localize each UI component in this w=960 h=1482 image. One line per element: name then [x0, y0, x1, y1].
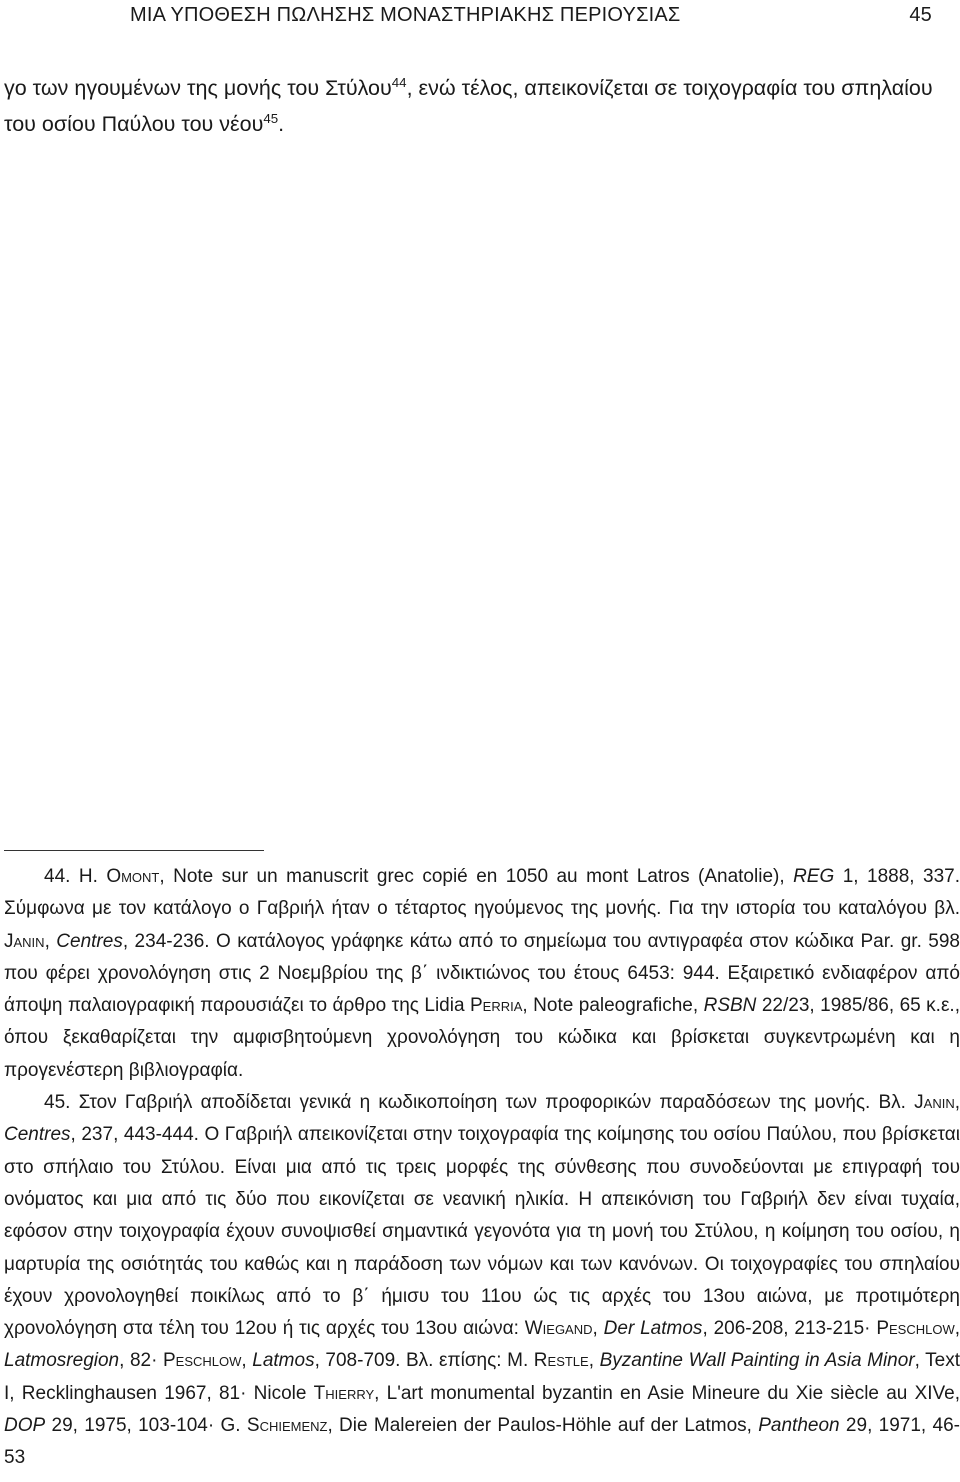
fn45-author: Peschlow	[876, 1318, 955, 1340]
fn45-text: , L'art monumental byzantin en Asie Mineure du Xie siècle au XIVe,	[374, 1382, 960, 1404]
running-title: ΜΙΑ ΥΠΟΘΕΣΗ ΠΩΛΗΣΗΣ ΜΟΝΑΣΤΗΡΙΑΚΗΣ ΠΕΡΙΟΥΣΙΑΣ	[130, 4, 681, 26]
fn44-text: 1, 1888, 337. Σύμφωνα με τον κατάλογο ο Γαβριήλ ήταν ο τέταρτος ηγούμενος της μονής. Για την ιστορία του καταλόγου βλ.	[4, 866, 960, 920]
fn45-title: Latmos	[252, 1350, 315, 1372]
fn45-text: ,	[588, 1350, 600, 1372]
fn45-text: 29, 1971, 46-53	[4, 1415, 960, 1469]
footnote-separator	[4, 850, 264, 851]
fn44-journal: RSBN	[703, 995, 757, 1017]
running-header	[130, 4, 932, 27]
fn45-text: , 708-709. Βλ. επίσης: M.	[314, 1350, 534, 1372]
fn44-text: , 234-236. Ο κατάλογος γράφηκε κάτω από το σημείωμα του αντιγραφέα στον κώδικα Par. gr. 598 που φέρει χρονολόγηση στις 2 Νοεμβρίου της β΄ ινδικτιώνος του έτους 6453: 944. Εξαιρετικό ενδιαφέρον από άποψη παλαιογραφική παρουσιάζει το άρθρο της Lidia	[4, 930, 960, 1017]
fn45-text: 29, 1975, 103-104· G.	[45, 1415, 247, 1437]
fn45-text: ,	[954, 1318, 960, 1340]
fn44-text: 44. H.	[44, 866, 107, 887]
fn44-author: Omont	[106, 866, 160, 887]
fn44-title: Centres	[56, 930, 123, 952]
footnotes	[4, 861, 960, 1475]
fn45-text: ,	[954, 1092, 960, 1114]
fn45-text: , 206-208, 213-215·	[702, 1318, 877, 1340]
fn45-journal: DOP	[4, 1415, 46, 1437]
fn45-author: Janin	[914, 1092, 955, 1114]
fn45-text: 45. Στον Γαβριήλ αποδίδεται γενικά η κωδικοποίηση των προφορικών παραδόσεων της μονής. Βλ.	[44, 1092, 915, 1114]
fn45-text: , 82·	[119, 1350, 163, 1372]
footnote-ref-44[interactable]: 44	[391, 74, 407, 90]
fn45-author: Wiegand	[524, 1318, 593, 1340]
footnote-45	[4, 1087, 960, 1475]
fn45-title: Byzantine Wall Painting in Asia Minor	[599, 1350, 915, 1372]
fn45-text: , Text I, Recklinghausen 1967, 81· Nicole	[4, 1350, 960, 1404]
fn44-text: , Note paleografiche,	[522, 995, 704, 1017]
fn44-text: , Note sur un manuscrit grec copié en 1050 au mont Latros (Anatolie),	[159, 866, 794, 887]
fn45-journal: Pantheon	[758, 1415, 840, 1437]
page-number: 45	[909, 4, 932, 26]
body-text-1: γο των ηγουμένων της μονής του Στύλου	[4, 76, 392, 100]
fn44-author: Perria	[470, 995, 523, 1017]
fn45-title: Centres	[4, 1124, 71, 1146]
body-text-3: .	[278, 112, 285, 136]
fn45-text: ,	[592, 1318, 604, 1340]
fn45-text: , 237, 443-444. Ο Γαβριήλ απεικονίζεται στην τοιχογραφία της κοίμησης του οσίου Παύλου, που βρίσκεται στο σπήλαιο του Στύλου. Είναι μια από τις τρεις μορφές της σύνθεσης που συνοδεύονται με επιγραφή του ονόματος και μια από τις δύο που εικονίζεται σε νεανική ηλικία. Η απεικόνιση του Γαβριήλ δεν είναι τυχαία, εφόσον στην τοιχογραφία έχουν συνοψισθεί σημαντικά γεγονότα για τη μονή του Στύλου, η κοίμηση του οσίου, η μαρτυρία της οσιότητάς του καθώς και η παράδοση των νόμων και των κανόνων. Οι τοιχογραφίες του σπηλαίου έχουν χρονολογηθεί ποικίλως από το β΄ ήμισυ του 11ου ώς τις αρχές του 13ου αιώνα, με προτιμότερη χρονολόγηση στα τέλη του 12ου ή τις αρχές του 13ου αιώνα:	[4, 1124, 960, 1340]
fn44-text: 22/23, 1985/86, 65 κ.ε., όπου ξεκαθαρίζεται την αμφισβητούμενη χρονολόγηση του κώδικα και βρίσκεται συγκεντρωμένη και η προγενέστερη βιβλιογραφία.	[4, 995, 960, 1081]
fn45-title: Latmosregion	[4, 1350, 120, 1372]
fn45-author: Schiemenz	[246, 1415, 328, 1437]
footnote-ref-45[interactable]: 45	[263, 110, 279, 126]
fn44-author: Janin	[4, 930, 45, 952]
fn45-title: Der Latmos	[603, 1318, 703, 1340]
footnote-44	[4, 861, 960, 1087]
fn44-text: ,	[44, 930, 57, 952]
fn44-journal: REG	[793, 866, 835, 887]
fn45-author: Thierry	[313, 1382, 375, 1404]
fn45-text: , Die Malereien der Paulos-Höhle auf der Latmos,	[327, 1415, 759, 1437]
fn45-author: Restle	[533, 1350, 589, 1372]
fn45-text: ,	[241, 1350, 253, 1372]
fn45-author: Peschlow	[163, 1350, 242, 1372]
body-text-2: , ενώ τέλος, απεικονίζεται σε τοιχογραφία του σπηλαίου του οσίου Παύλου του νέου	[4, 76, 933, 136]
main-text	[4, 70, 952, 142]
